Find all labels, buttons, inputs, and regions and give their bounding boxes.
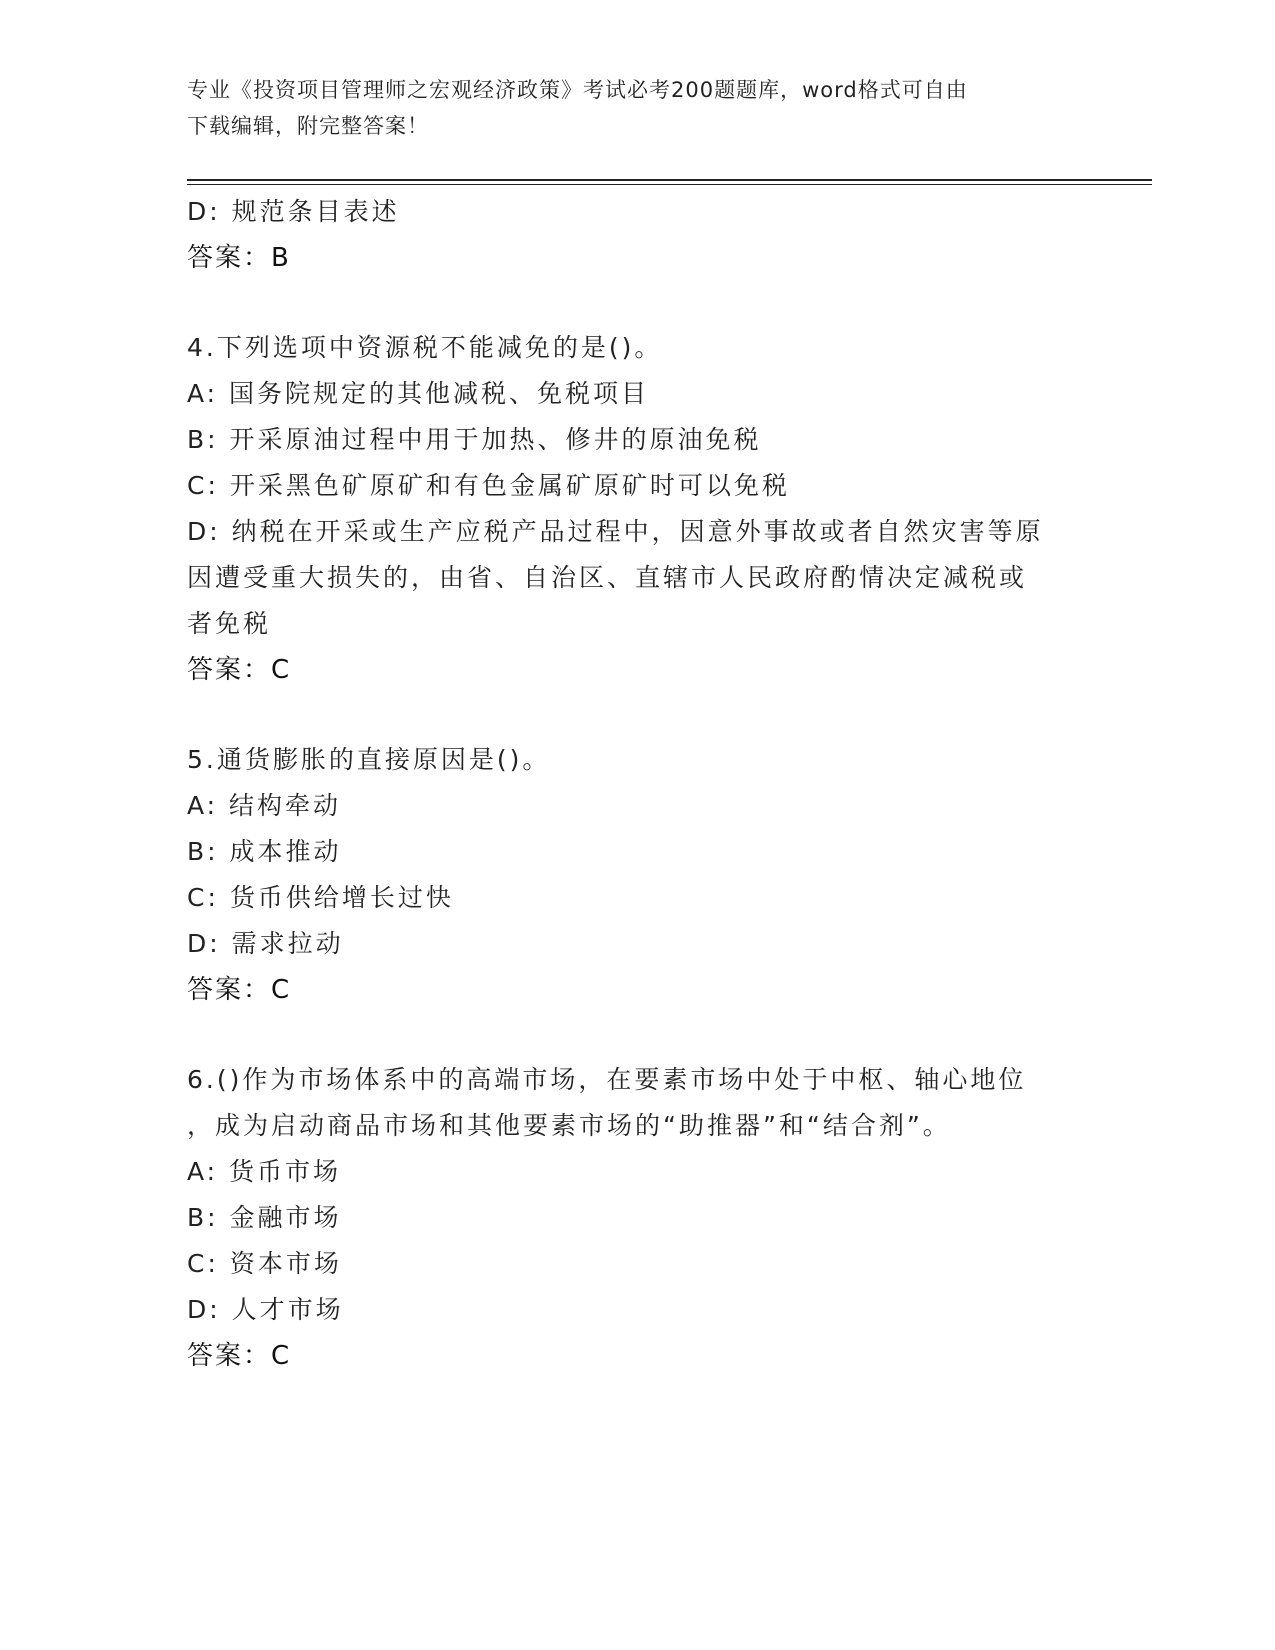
option-d: D: 人才市场 — [187, 1295, 344, 1324]
option-d: D: 纳税在开采或生产应税产品过程中，因意外事故或者自然灾害等原 — [187, 517, 1044, 546]
option-b: B: 开采原油过程中用于加热、修井的原油免税 — [187, 425, 762, 454]
option-a: A: 货币市场 — [187, 1157, 342, 1186]
question-4 — [187, 325, 1087, 693]
question-stem: 4.下列选项中资源税不能减免的是()。 — [187, 333, 663, 362]
spacer — [187, 693, 1087, 737]
header-divider-thin — [187, 184, 1152, 185]
option-a: A: 国务院规定的其他减税、免税项目 — [187, 379, 650, 408]
header-line-2: 下载编辑，附完整答案！ — [187, 114, 429, 138]
header-divider-thick — [187, 179, 1152, 181]
spacer — [187, 1013, 1087, 1057]
header-line-1: 专业《投资项目管理师之宏观经济政策》考试必考200题题库，word格式可自由 — [187, 78, 968, 102]
option-a: A: 结构牵动 — [187, 791, 342, 820]
answer-line: 答案：C — [187, 655, 292, 685]
page-header — [187, 72, 1067, 144]
answer-line: 答案：B — [187, 243, 291, 273]
option-d: D: 规范条目表述 — [187, 197, 400, 226]
question-stem: 6.()作为市场体系中的高端市场，在要素市场中处于中枢、轴心地位 — [187, 1065, 1027, 1094]
option-c: C: 资本市场 — [187, 1249, 342, 1278]
option-b: B: 成本推动 — [187, 837, 342, 866]
question-stem: 5.通货膨胀的直接原因是()。 — [187, 745, 551, 774]
option-c: C: 货币供给增长过快 — [187, 883, 454, 912]
option-c: C: 开采黑色矿原矿和有色金属矿原矿时可以免税 — [187, 471, 790, 500]
question-content — [187, 189, 1087, 1379]
option-d-continued: 因遭受重大损失的，由省、自治区、直辖市人民政府酌情决定减税或 — [187, 563, 1028, 592]
question-5 — [187, 737, 1087, 1013]
option-b: B: 金融市场 — [187, 1203, 342, 1232]
question-6 — [187, 1057, 1087, 1379]
answer-line: 答案：C — [187, 1341, 292, 1371]
spacer — [187, 281, 1087, 325]
option-d: D: 需求拉动 — [187, 929, 344, 958]
question-stem-continued: ，成为启动商品市场和其他要素市场的“助推器”和“结合剂”。 — [187, 1111, 951, 1140]
answer-line: 答案：C — [187, 975, 292, 1005]
option-d-continued: 者免税 — [187, 609, 272, 638]
